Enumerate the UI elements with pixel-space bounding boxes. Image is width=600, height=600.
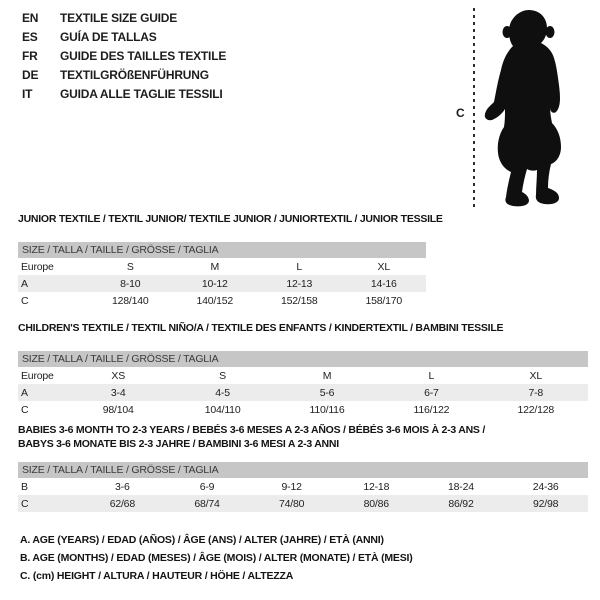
table-cell: S <box>219 369 226 382</box>
language-title: TEXTILE SIZE GUIDE <box>60 11 178 25</box>
table-row <box>18 258 426 275</box>
table-cell: 68/74 <box>165 495 250 512</box>
table-cell: 116/122 <box>413 403 450 416</box>
legend-notes <box>20 531 413 585</box>
table-cell: 152/158 <box>280 294 318 307</box>
table-cell: 12-18 <box>363 480 390 493</box>
language-code: IT <box>22 87 33 101</box>
language-code: EN <box>22 11 39 25</box>
junior-table-title: JUNIOR TEXTILE / TEXTIL JUNIOR/ TEXTILE JUNIOR / JUNIORTEXTIL / JUNIOR TESSILE <box>18 213 443 225</box>
size-header-row <box>18 242 426 258</box>
table-cell: 14-16 <box>342 275 427 292</box>
table-cell: 4-5 <box>170 384 274 401</box>
row-label: Europe <box>21 260 54 273</box>
language-code: DE <box>22 68 39 82</box>
language-row-it <box>22 85 226 104</box>
row-label: C <box>21 294 29 307</box>
babies-table-title-line1: BABIES 3-6 MONTH TO 2-3 YEARS / BEBÉS 3-6 MESES A 2-3 AÑOS / BÉBÉS 3-6 MOIS À 2-3 ANS / <box>18 424 486 436</box>
table-cell: XL <box>377 260 390 273</box>
babies-size-section <box>18 423 588 512</box>
babies-table-title <box>18 423 588 451</box>
table-cell: S <box>126 260 134 273</box>
note-age-months: B. AGE (MONTHS) / EDAD (MESES) / ÂGE (MOIS) / ALTER (MONATE) / ETÀ (MESI) <box>20 552 413 564</box>
size-header-bar: SIZE / TALLA / TAILLE / GRÖSSE / TAGLIA <box>18 242 426 258</box>
table-cell: 10-12 <box>173 275 258 292</box>
table-cell: 3-4 <box>66 384 170 401</box>
note-age-years: A. AGE (YEARS) / EDAD (AÑOS) / ÂGE (ANS) / ALTER (JAHRE) / ETÀ (ANNI) <box>20 534 384 546</box>
table-cell: XS <box>111 369 125 382</box>
children-table-title: CHILDREN'S TEXTILE / TEXTIL NIÑO/A / TEXTILE DES ENFANTS / KINDERTEXTIL / BAMBINI TESSILE <box>18 322 504 334</box>
table-cell: 9-12 <box>281 480 302 493</box>
height-marker-label: C <box>456 106 465 120</box>
table-cell: L <box>296 260 303 273</box>
language-row-es <box>22 28 226 47</box>
table-cell: 6-7 <box>379 384 483 401</box>
junior-size-table <box>18 242 426 309</box>
table-cell: 140/152 <box>196 294 234 307</box>
babies-size-table <box>18 462 588 512</box>
size-header-bar: SIZE / TALLA / TAILLE / GRÖSSE / TAGLIA <box>18 351 588 367</box>
language-title: TEXTILGRÖßENFÜHRUNG <box>60 68 209 82</box>
table-row <box>18 275 426 292</box>
table-cell: 12-13 <box>257 275 342 292</box>
language-row-fr <box>22 47 226 66</box>
table-cell: 98/104 <box>102 403 134 416</box>
table-cell: 24-36 <box>532 480 559 493</box>
size-header-row <box>18 351 588 367</box>
table-row <box>18 292 426 309</box>
table-cell: 5-6 <box>275 384 379 401</box>
table-cell: 74/80 <box>249 495 334 512</box>
babies-table-title-line2: BABYS 3-6 MONATE BIS 2-3 JAHRE / BAMBINI 3-6 MESI A 2-3 ANNI <box>18 438 339 450</box>
language-code: ES <box>22 30 38 44</box>
table-cell: 92/98 <box>503 495 588 512</box>
table-cell: 18-24 <box>448 480 474 493</box>
table-cell: 7-8 <box>484 384 588 401</box>
children-size-section <box>18 321 588 418</box>
table-cell: 104/110 <box>204 403 241 416</box>
table-cell: 8-10 <box>88 275 173 292</box>
table-cell: XL <box>529 369 542 382</box>
toddler-silhouette-image <box>483 7 575 209</box>
size-header-bar: SIZE / TALLA / TAILLE / GRÖSSE / TAGLIA <box>18 462 588 478</box>
table-cell: M <box>210 260 220 273</box>
size-header-row <box>18 462 588 478</box>
table-cell: 110/116 <box>309 403 345 416</box>
note-height-cm: C. (cm) HEIGHT / ALTURA / HAUTEUR / HÖHE / ALTEZZA <box>20 570 294 582</box>
table-cell: 122/128 <box>517 403 555 416</box>
row-label: A <box>18 275 88 292</box>
language-row-de <box>22 66 226 85</box>
language-title-list <box>22 9 226 104</box>
table-row <box>18 367 588 384</box>
language-title: GUÍA DE TALLAS <box>60 30 157 44</box>
children-size-table <box>18 351 588 418</box>
row-label: C <box>18 495 80 512</box>
row-label: C <box>21 403 29 416</box>
table-cell: 128/140 <box>111 294 149 307</box>
row-label: Europe <box>21 369 54 382</box>
table-row <box>18 478 588 495</box>
language-title: GUIDA ALLE TAGLIE TESSILI <box>60 87 223 101</box>
height-measure-figure <box>452 6 598 214</box>
table-cell: M <box>322 369 332 382</box>
table-row <box>18 495 588 512</box>
language-row-en <box>22 9 226 28</box>
junior-size-section <box>18 212 443 309</box>
table-cell: 158/170 <box>365 294 403 307</box>
table-row <box>18 401 588 418</box>
row-label: A <box>18 384 66 401</box>
table-cell: L <box>428 369 435 382</box>
language-title: GUIDE DES TAILLES TEXTILE <box>60 49 227 63</box>
language-code: FR <box>22 49 38 63</box>
row-label: B <box>21 480 28 493</box>
height-dashed-line <box>473 8 475 208</box>
table-cell: 80/86 <box>334 495 419 512</box>
table-cell: 62/68 <box>80 495 165 512</box>
table-cell: 6-9 <box>199 480 215 493</box>
table-cell: 3-6 <box>115 480 130 493</box>
table-row <box>18 384 588 401</box>
table-cell: 86/92 <box>419 495 504 512</box>
